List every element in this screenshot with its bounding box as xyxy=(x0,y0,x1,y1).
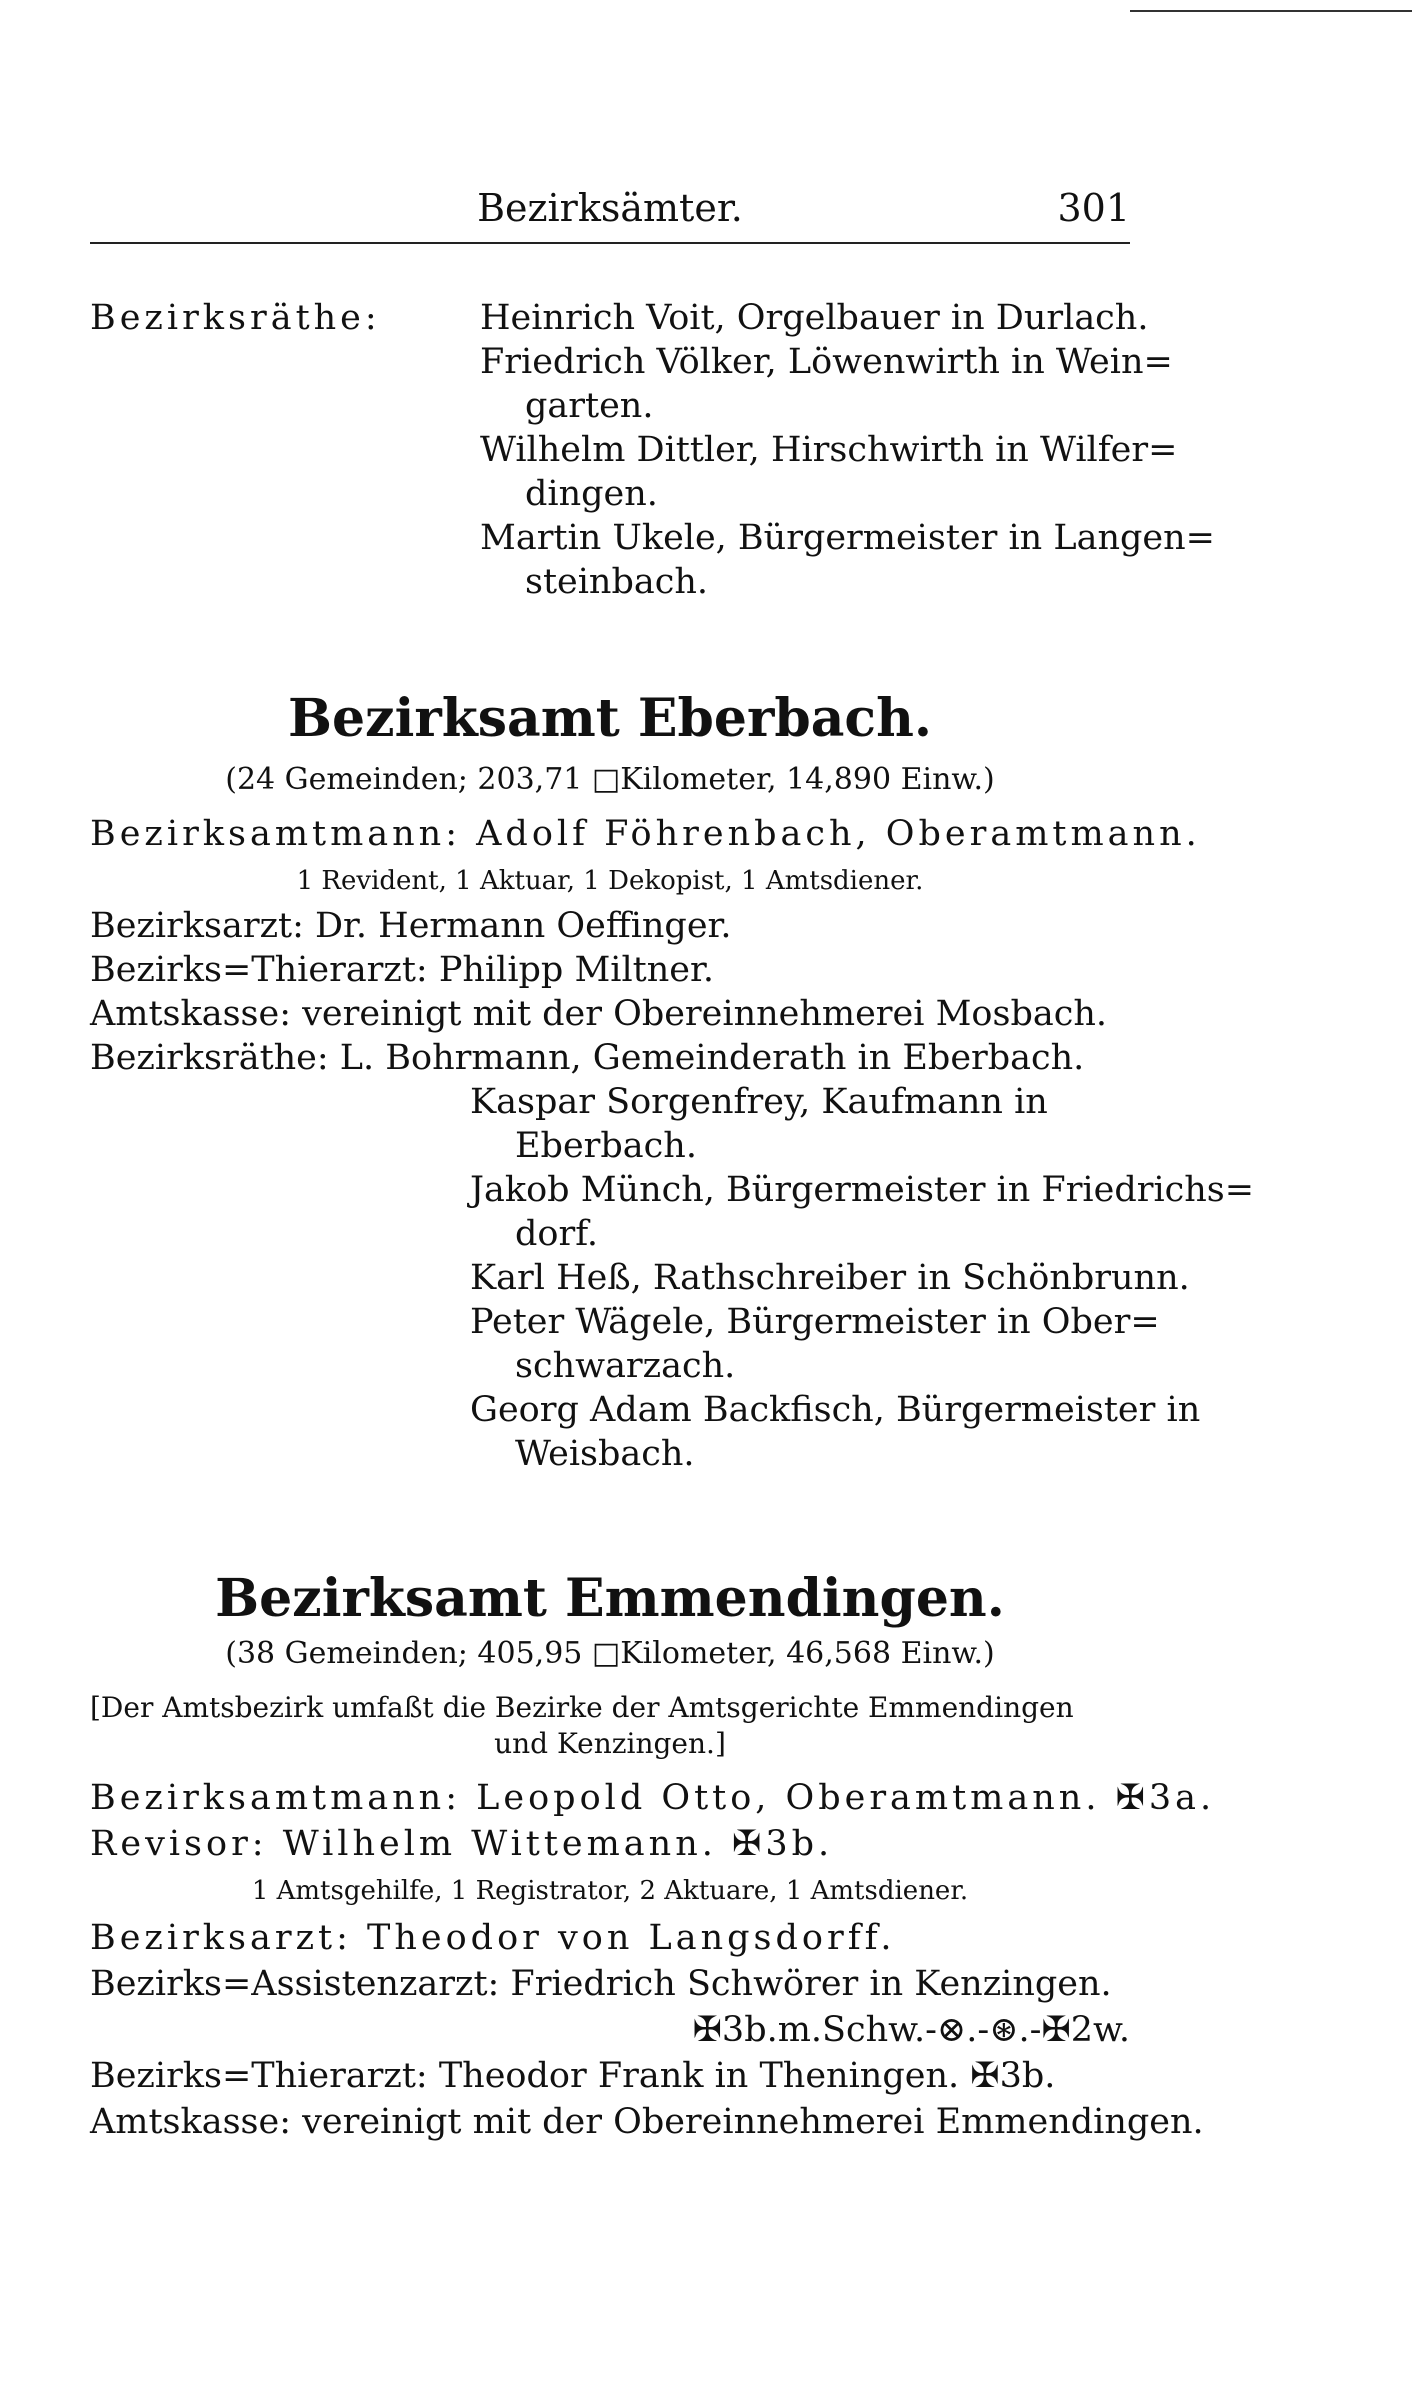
eberbach-arzt: Bezirksarzt: Dr. Hermann Oeffinger. xyxy=(90,906,732,946)
durlach-raethe-line: Friedrich Völker, Löwenwirth in Wein= xyxy=(480,342,1173,382)
eberbach-kasse: Amtskasse: vereinigt mit der Obereinnehmerei Mosbach. xyxy=(90,994,1107,1034)
eberbach-raethe-line: Eberbach. xyxy=(515,1126,697,1166)
eberbach-raethe-line: Georg Adam Backfisch, Bürgermeister in xyxy=(470,1390,1201,1430)
eberbach-thierarzt: Bezirks=Thierarzt: Philipp Miltner. xyxy=(90,950,715,990)
page-number: 301 xyxy=(1057,186,1130,230)
eberbach-raethe-line: Kaspar Sorgenfrey, Kaufmann in xyxy=(470,1082,1048,1122)
emmendingen-stats: (38 Gemeinden; 405,95 □Kilometer, 46,568 Einw.) xyxy=(225,1636,995,1671)
section-heading-emmendingen: Bezirksamt Emmendingen. xyxy=(215,1568,1005,1629)
emmendingen-assistenzarzt-orders: ✠3b.m.Schw.-⊗.-⊛.-✠2w. xyxy=(692,2010,1130,2050)
eberbach-raethe-line: Jakob Münch, Bürgermeister in Friedrichs= xyxy=(470,1170,1255,1210)
durlach-raethe-line: Heinrich Voit, Orgelbauer in Durlach. xyxy=(480,298,1149,338)
eberbach-staff: 1 Revident, 1 Aktuar, 1 Dekopist, 1 Amtsdiener. xyxy=(296,866,924,896)
eberbach-raethe-line: Peter Wägele, Bürgermeister in Ober= xyxy=(470,1302,1160,1342)
emmendingen-amtmann: Bezirksamtmann: Leopold Otto, Oberamtmann. ✠3a. xyxy=(90,1778,1216,1818)
eberbach-stats: (24 Gemeinden; 203,71 □Kilometer, 14,890 Einw.) xyxy=(225,762,995,797)
emmendingen-revisor: Revisor: Wilhelm Wittemann. ✠3b. xyxy=(90,1824,834,1864)
eberbach-raethe-line: schwarzach. xyxy=(515,1346,736,1386)
durlach-raethe-line: garten. xyxy=(525,386,654,426)
emmendingen-note-line-1: [Der Amtsbezirk umfaßt die Bezirke der Amtsgerichte Emmendingen xyxy=(90,1691,1074,1724)
running-header xyxy=(90,180,1130,236)
durlach-raethe-line: Wilhelm Dittler, Hirschwirth in Wilfer= xyxy=(480,430,1178,470)
emmendingen-arzt: Bezirksarzt: Theodor von Langsdorff. xyxy=(90,1918,896,1958)
durlach-raethe-line: dingen. xyxy=(525,474,658,514)
durlach-raethe-line: steinbach. xyxy=(525,562,709,602)
eberbach-raethe-line: Karl Heß, Rathschreiber in Schönbrunn. xyxy=(470,1258,1190,1298)
emmendingen-thierarzt: Bezirks=Thierarzt: Theodor Frank in Theningen. ✠3b. xyxy=(90,2056,1056,2096)
emmendingen-kasse: Amtskasse: vereinigt mit der Obereinnehmerei Emmendingen. xyxy=(90,2102,1204,2142)
header-rule xyxy=(90,242,1130,244)
eberbach-raethe-line: Weisbach. xyxy=(515,1434,695,1474)
emmendingen-note-line-2: und Kenzingen.] xyxy=(494,1727,726,1760)
eberbach-raethe-line: dorf. xyxy=(515,1214,599,1254)
durlach-raethe-label: Bezirksräthe: xyxy=(90,298,381,338)
emmendingen-assistenzarzt: Bezirks=Assistenzarzt: Friedrich Schwörer in Kenzingen. xyxy=(90,1964,1112,2004)
eberbach-raethe-first: Bezirksräthe: L. Bohrmann, Gemeinderath in Eberbach. xyxy=(90,1038,1085,1078)
eberbach-amtmann: Bezirksamtmann: Adolf Föhrenbach, Oberamtmann. xyxy=(90,814,1201,854)
emmendingen-staff: 1 Amtsgehilfe, 1 Registrator, 2 Aktuare, 1 Amtsdiener. xyxy=(251,1876,969,1906)
top-edge-rule xyxy=(1130,10,1412,12)
durlach-raethe-line: Martin Ukele, Bürgermeister in Langen= xyxy=(480,518,1215,558)
running-title: Bezirksämter. xyxy=(477,186,743,230)
section-heading-eberbach: Bezirksamt Eberbach. xyxy=(288,688,932,749)
